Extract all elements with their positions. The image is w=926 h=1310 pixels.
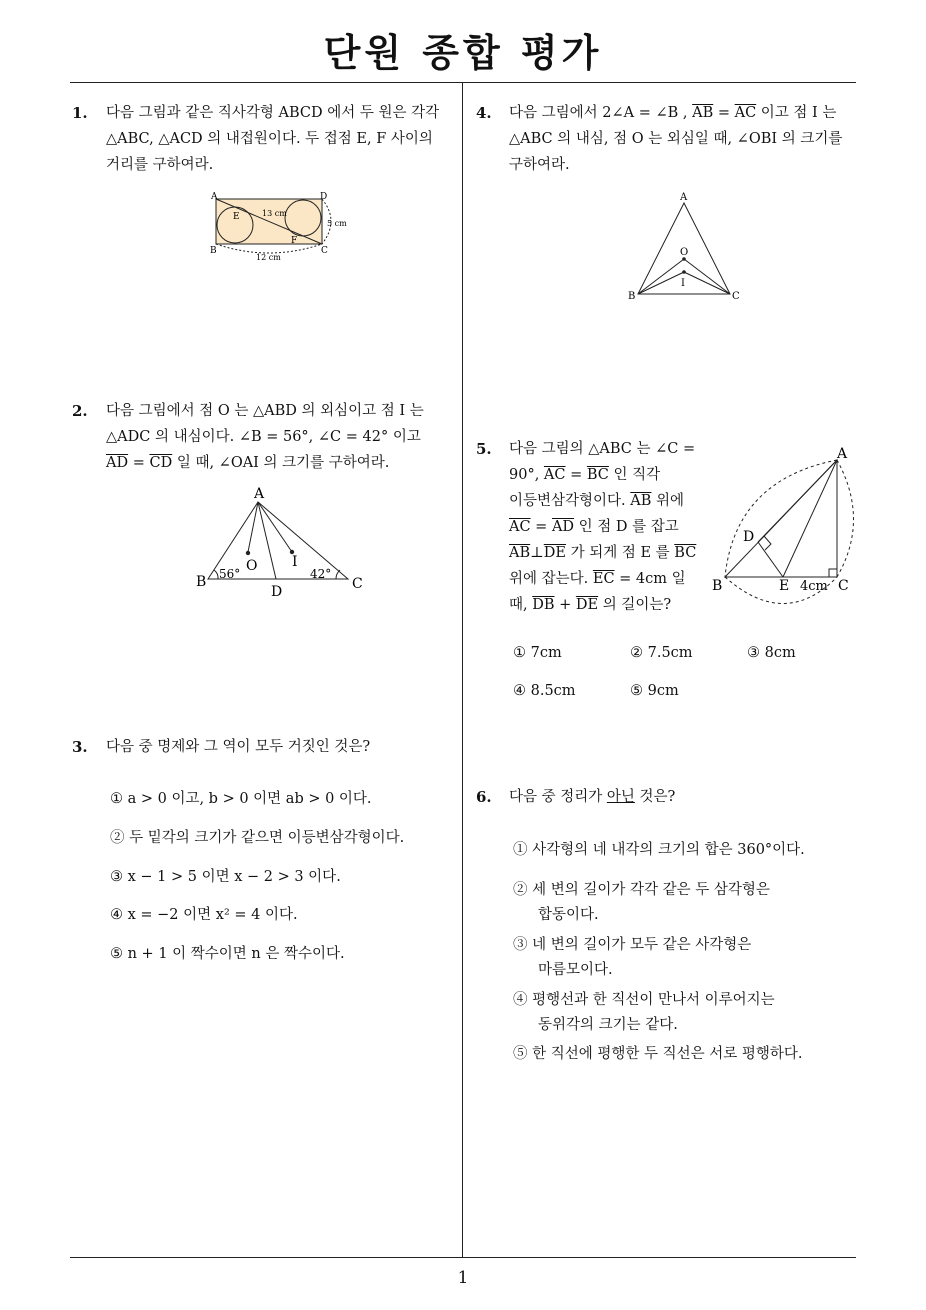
question-text: 다음 그림에서 2∠A = ∠B , $\overline{AB} = \overline{AC}$ 이고 점 I 는 △ABC 의 내심, 점 O 는 외심일 때, ∠OBI 의 크기를 구하여라. <box>509 105 843 173</box>
label-C: C <box>321 246 328 256</box>
option-4[interactable]: ④ x = −2 이면 x² = 4 이다. <box>110 907 298 923</box>
option-4-cont: 동위각의 크기는 같다. <box>538 1017 678 1033</box>
label-O: O <box>246 558 258 574</box>
label-A: A <box>837 446 848 462</box>
option-3[interactable]: ③ x − 1 > 5 이면 x − 2 > 3 이다. <box>110 869 341 885</box>
rectangle-figure <box>200 188 360 268</box>
option-1[interactable]: ① 7cm <box>513 645 562 661</box>
option-1[interactable]: ① a > 0 이고, b > 0 이면 ab > 0 이다. <box>110 791 372 807</box>
triangle-figure-q5 <box>705 440 865 616</box>
option-2[interactable]: ② 두 밑각의 크기가 같으면 이등변삼각형이다. <box>110 830 405 846</box>
option-1[interactable]: ① 사각형의 네 내각의 크기의 합은 360°이다. <box>513 842 805 858</box>
page-title: 단원 종합 평가 <box>323 31 603 75</box>
label-B: B <box>210 246 217 256</box>
label-13cm: 13 cm <box>262 209 287 218</box>
triangle-figure-q2 <box>190 482 370 602</box>
question-number: 2. <box>72 402 88 420</box>
label-A: A <box>211 192 218 202</box>
option-4[interactable]: ④ 8.5cm <box>513 683 576 699</box>
option-5[interactable]: ⑤ n + 1 이 짝수이면 n 은 짝수이다. <box>110 946 345 962</box>
label-12cm: 12 cm <box>256 253 281 262</box>
question-stem: 다음 중 명제와 그 역이 모두 거짓인 것은? <box>106 739 371 755</box>
option-2[interactable]: ② 7.5cm <box>630 645 693 661</box>
option-2[interactable]: ② 세 변의 길이가 각각 같은 두 삼각형은 <box>513 882 770 898</box>
label-D: D <box>320 192 328 202</box>
question-number: 6. <box>476 788 492 806</box>
question-number: 4. <box>476 104 492 122</box>
option-2-cont: 합동이다. <box>538 907 599 923</box>
option-4[interactable]: ④ 평행선과 한 직선이 만나서 이루어지는 <box>513 992 775 1008</box>
question-stem: 다음 중 정리가 아닌 것은? <box>509 789 676 805</box>
label-B: B <box>712 578 723 594</box>
label-D: D <box>271 584 283 600</box>
option-3[interactable]: ③ 네 변의 길이가 모두 같은 사각형은 <box>513 937 752 953</box>
label-C: C <box>732 291 740 302</box>
label-C: C <box>838 578 849 594</box>
option-5[interactable]: ⑤ 9cm <box>630 683 679 699</box>
label-4cm: 4cm <box>800 579 828 594</box>
label-A: A <box>680 192 688 203</box>
question-text: 다음 그림의 △ABC 는 ∠C = 90°, $\overline{AC} = \overline{BC}$ 인 직각 이등변삼각형이다. $\overline{AB}$ 위에 $\overline{AC} = \overline{AD}$ 인 점 D 를 잡고 $\overline{AB}\perp\overline{DE}$ 가 되게 점 E 를 $\overline{BC}$ 위에 잡는다. $\overline{EC} = 4cm$ 일 때, $\overline{DB} + \overline{DE}$ 의 길이는? <box>509 441 697 613</box>
label-D: D <box>743 529 755 545</box>
top-rule <box>70 82 856 83</box>
label-angle-C: 42° <box>310 567 332 581</box>
question-text: 다음 그림과 같은 직사각형 ABCD 에서 두 원은 각각 △ABC, △ACD 의 내접원이다. 두 접점 E, F 사이의 거리를 구하여라. <box>106 105 440 173</box>
option-5[interactable]: ⑤ 한 직선에 평행한 두 직선은 서로 평행하다. <box>513 1046 803 1062</box>
label-I: I <box>681 278 685 289</box>
option-3[interactable]: ③ 8cm <box>747 645 796 661</box>
label-E: E <box>233 212 240 222</box>
label-C: C <box>352 576 363 592</box>
label-B: B <box>628 291 636 302</box>
label-E: E <box>779 578 790 594</box>
label-5cm: 5 cm <box>327 219 347 228</box>
label-A: A <box>254 486 265 502</box>
option-3-cont: 마름모이다. <box>538 962 613 978</box>
label-angle-B: 56° <box>219 567 241 581</box>
bottom-rule <box>70 1257 856 1258</box>
label-B: B <box>196 574 207 590</box>
triangle-figure-q4 <box>620 188 750 306</box>
label-O: O <box>680 247 689 258</box>
page-number: 1 <box>457 1268 469 1288</box>
label-I: I <box>292 554 298 570</box>
question-number: 5. <box>476 440 492 458</box>
label-F: F <box>291 236 298 246</box>
column-divider <box>462 83 463 1258</box>
question-text: 다음 그림에서 점 O 는 △ABD 의 외심이고 점 I 는 △ADC 의 내심이다. ∠B = 56°, ∠C = 42° 이고 $\overline{AD} = \overline{CD}$ 일 때, ∠OAI 의 크기를 구하여라. <box>106 403 424 471</box>
question-number: 3. <box>72 738 88 756</box>
question-number: 1. <box>72 104 88 122</box>
